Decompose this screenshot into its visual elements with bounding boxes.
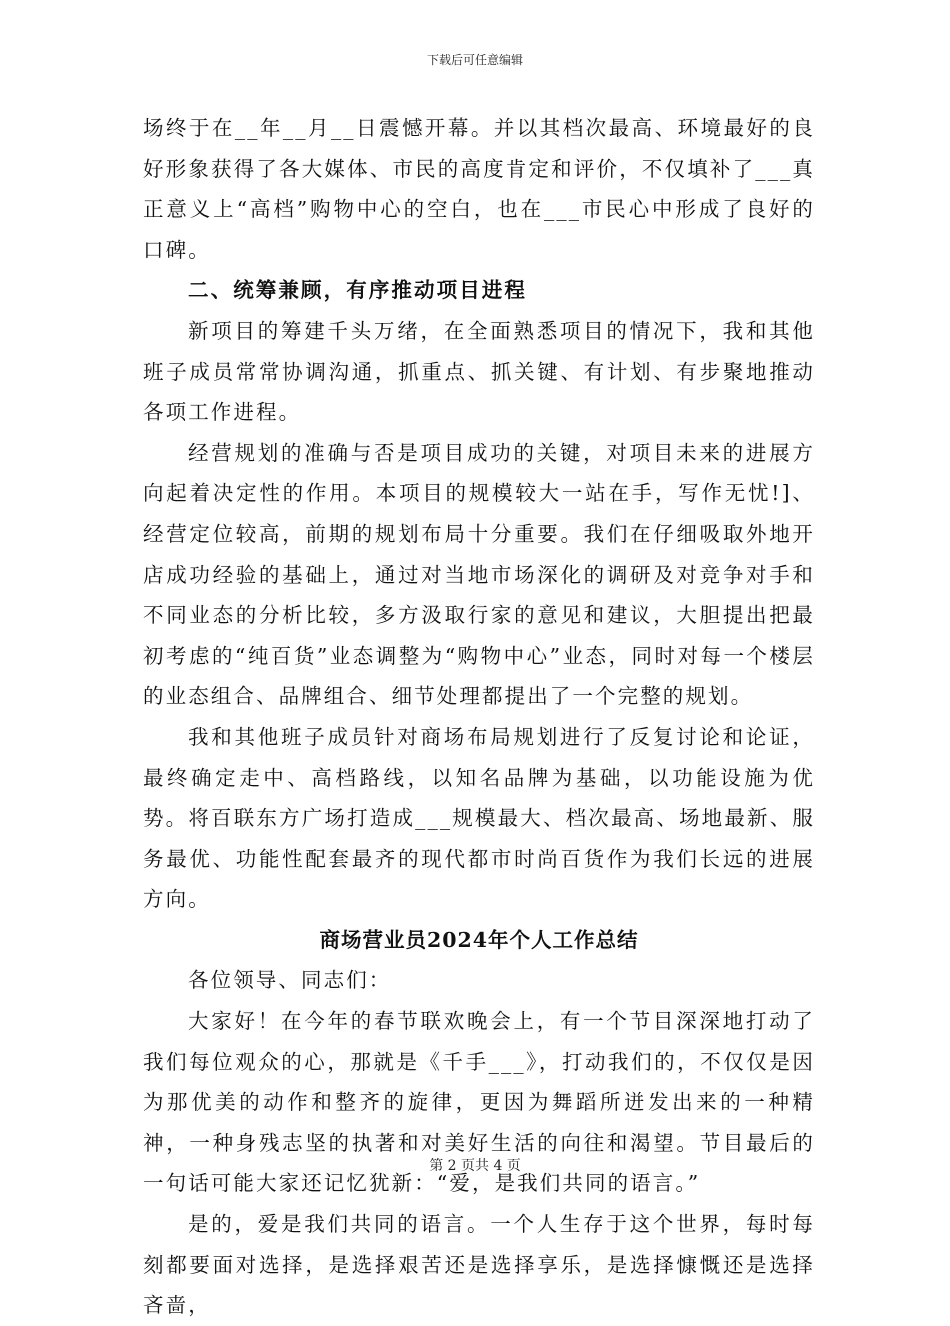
paragraph: 是的，爱是我们共同的语言。一个人生存于这个世界，每时每刻都要面对选择，是选择艰苦还是选择享乐，是选择慷慨还是选择吝啬，: [143, 1212, 815, 1318]
paragraph: 我和其他班子成员针对商场布局规划进行了反复讨论和论证，最终确定走中、高档路线，以知名品牌为基础，以功能设施为优势。将百联东方广场打造成___规模最大、档次最高、场地最新、服务最优、功能性配套最齐的现代都市时尚百货作为我们长远的进展方向。: [143, 724, 815, 912]
salutation: 各位领导、同志们：: [188, 968, 392, 993]
paragraph: 新项目的筹建千头万绪，在全面熟悉项目的情况下，我和其他班子成员常常协调沟通，抓重点、抓关键、有计划、有步聚地推动各项工作进程。: [143, 318, 815, 425]
paragraph: 经营规划的准确与否是项目成功的关键，对项目未来的进展方向起着决定性的作用。本项目的规模较大一站在手，写作无忧!]、经营定位较高，前期的规划布局十分重要。我们在仔细吸取外地开店成功经验的基础上，通过对当地市场深化的调研及对竞争对手和不同业态的分析比较，多方汲取行家的意见和建议，大胆提出把最初考虑的“纯百货”业态调整为“购物中心”业态，同时对每一个楼层的业态组合、品牌组合、细节处理都提出了一个完整的规划。: [143, 440, 815, 709]
page-footer: 第 2 页共 4 页: [429, 1158, 521, 1174]
paragraph: 大家好！在今年的春节联欢晚会上，有一个节目深深地打动了我们每位观众的心，那就是《千手___》，打动我们的，不仅仅是因为那优美的动作和整齐的旋律，更因为舞蹈所迸发出来的一种精神，一种身残志坚的执著和对美好生活的向往和渴望。节目最后的一句话可能大家还记忆犹新：“爱，是我们共同的语言。”: [143, 1009, 815, 1196]
document-title: 商场营业员2024年个人工作总结: [319, 927, 639, 952]
document-body: [143, 108, 815, 1326]
section-heading: 二、统筹兼顾，有序推动项目进程: [188, 278, 527, 303]
paragraph-continuation: 场终于在__年__月__日震憾开幕。并以其档次最高、环境最好的良好形象获得了各大媒体、市民的高度肯定和评价，不仅填补了___真正意义上“高档”购物中心的空白，也在___市民心中形成了良好的口碑。: [143, 116, 815, 262]
page-header: 下载后可任意编辑: [426, 53, 523, 67]
